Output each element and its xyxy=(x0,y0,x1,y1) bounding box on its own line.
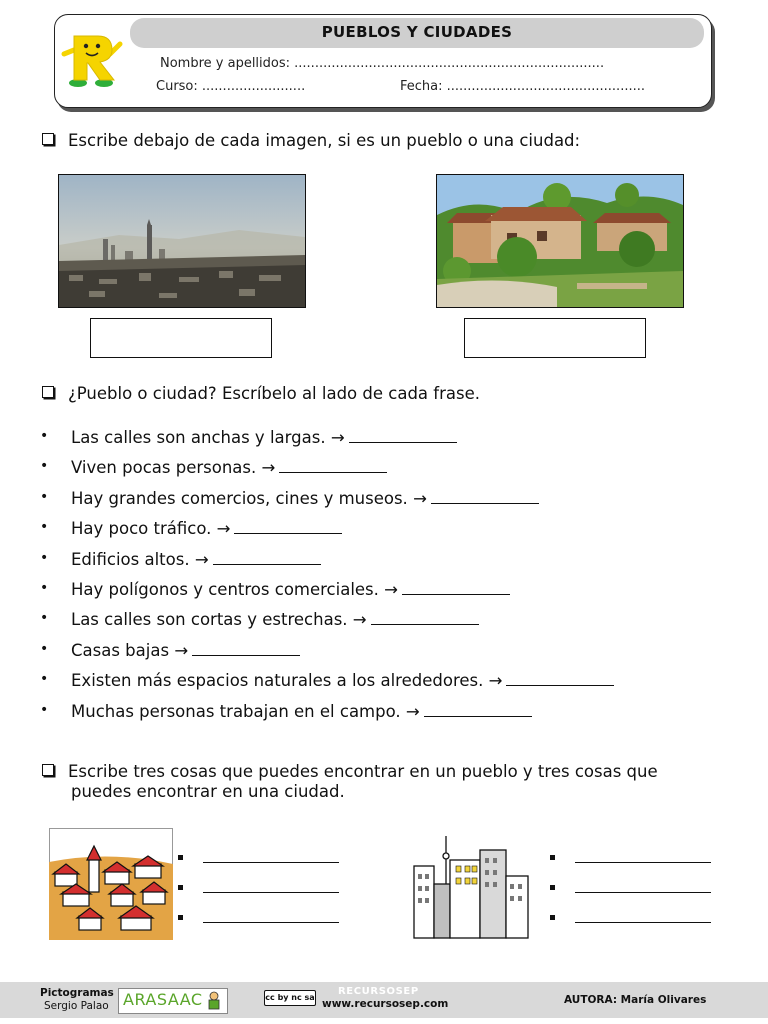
answer-line[interactable] xyxy=(349,428,457,443)
answer-line[interactable] xyxy=(431,489,539,504)
village-answer-box[interactable] xyxy=(464,318,646,358)
page-title: PUEBLOS Y CIUDADES xyxy=(130,18,704,48)
list-item: • Edificios altos. → xyxy=(40,550,614,580)
arrow-icon: → xyxy=(261,458,276,478)
section2-instruction: ¿Pueblo o ciudad? Escríbelo al lado de cada frase. xyxy=(42,384,480,403)
arrow-icon: → xyxy=(352,610,367,630)
answer-line[interactable] xyxy=(371,610,479,625)
checkbox-icon xyxy=(42,386,54,398)
pictograms-author: Sergio Palao xyxy=(44,1000,109,1012)
arrow-icon: → xyxy=(216,519,231,539)
website-link[interactable]: www.recursosep.com xyxy=(322,998,449,1010)
city-answer-line-3[interactable] xyxy=(550,912,711,926)
village-answer-line-3[interactable] xyxy=(178,912,339,926)
list-item: • Existen más espacios naturales a los alrededores. → xyxy=(40,671,614,701)
brand-name: RECURSOSEP xyxy=(338,986,419,997)
date-field-label[interactable]: Fecha: ................................................ xyxy=(400,79,645,94)
section3-instruction: Escribe tres cosas que puedes encontrar en un pueblo y tres cosas que puedes encontrar en una ciudad. xyxy=(42,762,658,802)
arrow-icon: → xyxy=(174,640,189,660)
arrow-icon: → xyxy=(405,701,420,721)
list-item: • Las calles son cortas y estrechas. → xyxy=(40,610,614,640)
list-item: • Las calles son anchas y largas. → xyxy=(40,428,614,458)
cc-license-icon: cc by nc sa xyxy=(264,990,316,1006)
arrow-icon: → xyxy=(194,549,209,569)
village-answer-line-2[interactable] xyxy=(178,882,339,896)
arrow-icon: → xyxy=(488,671,503,691)
city-photo xyxy=(58,174,306,308)
answer-line[interactable] xyxy=(402,580,510,595)
list-item: • Hay grandes comercios, cines y museos. → xyxy=(40,489,614,519)
village-answer-line-1[interactable] xyxy=(178,852,339,866)
arrow-icon: → xyxy=(384,579,398,599)
checkbox-icon xyxy=(42,133,54,145)
city-answer-box[interactable] xyxy=(90,318,272,358)
city-answer-line-1[interactable] xyxy=(550,852,711,866)
logo-r-icon xyxy=(60,30,126,88)
answer-line[interactable] xyxy=(506,671,614,686)
course-field-label[interactable]: Curso: ......................... xyxy=(156,79,306,94)
list-item: • Hay poco tráfico. → xyxy=(40,519,614,549)
arrow-icon: → xyxy=(330,428,345,447)
answer-line[interactable] xyxy=(234,519,342,534)
list-item: • Casas bajas → xyxy=(40,641,614,671)
list-item: • Muchas personas trabajan en el campo. → xyxy=(40,702,614,732)
answer-line[interactable] xyxy=(213,550,321,565)
answer-line[interactable] xyxy=(424,702,532,717)
city-pictogram-icon xyxy=(410,836,532,942)
author-credit: AUTORA: María Olivares xyxy=(564,994,707,1006)
person-icon xyxy=(205,991,223,1011)
statement-list xyxy=(40,428,614,732)
village-photo xyxy=(436,174,684,308)
name-field-label[interactable]: Nombre y apellidos: ........................................................................... xyxy=(160,56,605,71)
arrow-icon: → xyxy=(413,488,427,508)
village-pictogram-icon xyxy=(49,828,173,940)
list-item: • Viven pocas personas. → xyxy=(40,458,614,488)
answer-line[interactable] xyxy=(279,458,387,473)
city-answer-line-2[interactable] xyxy=(550,882,711,896)
list-item: • Hay polígonos y centros comerciales. → xyxy=(40,580,614,610)
answer-line[interactable] xyxy=(192,641,300,656)
section1-instruction: Escribe debajo de cada imagen, si es un pueblo o una ciudad: xyxy=(42,131,580,150)
arasaac-logo: ARASAAC xyxy=(118,988,228,1014)
pictograms-credit: Pictogramas xyxy=(40,987,114,999)
checkbox-icon xyxy=(42,764,54,776)
